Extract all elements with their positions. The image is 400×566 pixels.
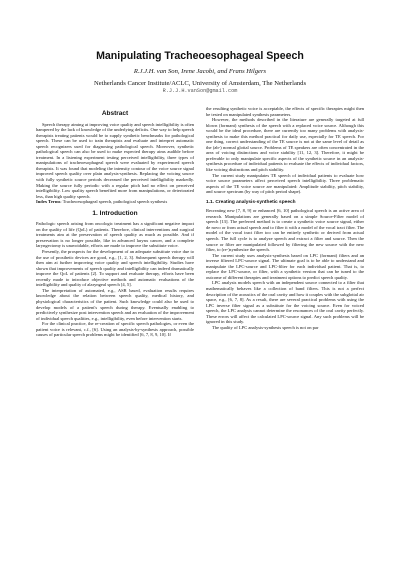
intro-paragraph: The interpretation of automated, e.g., ASR based, evaluation results requires knowledge about the relation between speech quality, medical history, and physiological characteristics of the patient. Such knowledge could also be used to develop models of a patient's speech during therapy. Eventually enabling to predictively synthesize post intervention speech and an evaluation of the improvement of individual speech qualities, e.g., intelligibility, even before intervention starts. — [36, 287, 194, 321]
paper-title: Manipulating Tracheoesophageal Speech — [96, 50, 304, 62]
subsection-paragraph: The quality of LPC analysis-synthesis speech is not on par — [212, 324, 319, 330]
body-paragraph: The current study manipulates TE speech of individual patients to evaluate how voice source parameters affect perceived speech intelligibility. Three problematic aspects of the TE voice source are manipulated: Amplitude stability, pitch stability, and source spectrum (by way of pitch period shape). — [206, 172, 364, 195]
subsection-paragraph: LPC analysis models speech with an independent source connected to a filter that mathematically behaves like a collection of band filters. This is not a perfect description of the acoustics of the oral cavity and how it couples with the subglottal air space, e.g., [6, 7, 8]. As a result, there are several practical problems with using the LPC inverse filter signal as a substitute for the voicing source. Even for voiced speech, the LPC analysis cannot determine the resonances of the oral cavity perfectly. These errors will affect the calculated LPC-source signal. Any such problems will be ignored in this study. — [206, 280, 364, 325]
section-heading-introduction: 1. Introduction — [92, 209, 138, 217]
intro-paragraph: Presently, the prospects for the development of an adequate substitute voice due to the use of prosthetic devices are good, e.g., [1, 2, 3]. Subsequent speech therapy will then aim at further improving voice quality and speech intelligibility. Studies have shown that improvements of speech quality and intelligibility can indeed dramatically improve the QoL of patients [2]. To support and evaluate therapy, efforts have been recently made to introduce objective methods and automatic evaluations of the intelligibility and quality of alaryngeal speech [4, 5]. — [36, 249, 194, 288]
two-column-body — [36, 106, 364, 338]
intro-paragraph: Pathologic speech arising from oncologic treatment has a significant negative impact on the quality of life (QoL) of patients. Therefore, clinical interventions and surgical treatments aim at the preservation of speech quality as much as possible. And if preservation is no longer possible, like in advanced larynx cancer, and a complete laryngectomy is unavoidable, efforts are made to improve the substitute voice. — [36, 221, 194, 249]
paper-affiliation: Netherlands Cancer Institute/ACLC, University of Amsterdam, The Netherlands — [93, 80, 307, 87]
intro-paragraph: For the clinical practice, the re-creation of specific speech pathologies, or even the patient voice is relevant, c.f., [6]. Using an analysis-by-synthesis approach, possible causes of particular speech problems might be identified [6, 7, 8, 9, 10]. If — [36, 321, 194, 338]
right-column — [206, 106, 364, 338]
paper-authors: R.J.J.H. van Son, Irene Jacobi, and Frans Hilgers — [133, 68, 267, 75]
paper-email: R.J.J.H.vanSon@gmail.com — [162, 88, 238, 94]
subsection-paragraph: The current study uses analysis-synthesis based on LPC (formant) filters and an inverse filtered LPC-source signal. The ultimate goal is to be able to understand and manipulate the LPC-source and LPC-filter for each individual patient. That is, to replace the LPC-source, or filter, with a synthetic version that can be tuned to the outcome of different therapies and treatment options to predict speech quality. — [206, 252, 364, 280]
index-terms-label: Index Terms — [36, 199, 61, 205]
index-terms — [36, 199, 194, 205]
index-terms-text: : Tracheoesophageal speech, pathological speech synthesis — [60, 199, 168, 205]
abstract-text: Speech therapy aiming at improving voice quality and speech intelligibility is often hampered by the lack of knowledge of the underlying deficits. One way to help speech therapists treating patients would be to supply synthetic benchmarks for pathological speech. These can be used to train therapists and evaluate and interpret automatic speech recognizers used for diagnosing pathological speech. Moreover, synthetic pathological speech can also be used to make expected therapy aims audible before treatment. In a listening experiment testing perceived intelligibility, three types of manipulations of tracheoesophageal speech were evaluated by experienced speech therapists. It was found that modeling the intensity contour of the voice source signal improved speech quality over plain analysis-synthesis. Replacing the voicing source with fully synthetic source periods decreased the perceived intelligibility markedly. Making the source fully periodic with a regular pitch had no effect on perceived intelligibility. Low quality speech benefited more from manipulations, or deteriorated less, than high quality speech. — [36, 121, 194, 199]
abstract-heading: Abstract — [101, 110, 129, 117]
body-paragraph: the resulting synthetic voice is acceptable, the effects of specific therapies might then be tested on manipulated synthesis parameters. — [206, 106, 364, 117]
subsection-heading: 1.1. Creating analysis-synthetic speech — [206, 199, 296, 205]
body-paragraph: However, the methods described in the literature are generally targeted at full blown (formant) synthesis of the speech with a replaced voice source. Although this would be the ideal procedure, there are currently too many problems with analysis-synthesis to make this method practical for daily use, especially for TE speech. For one thing, correct understanding of the TE source is not at the same level of detail as the (ab-) normal glottal source. Problems of TE speakers are often concentrated in the area of voicing distinctions and voice stability [11, 12, 3]. Therefore, it might be preferable to only manipulate specific aspects of the synthetic source in an analysis-synthesis procedure of individual patients to evaluate the effects of individual factors, like voicing distinctions and pitch stability. — [206, 117, 364, 173]
subsection-paragraph: Recreating new [7, 8, 9] or enhanced [6, 10] pathological speech is an active area of research. Manipulations are generally based on a simple Source-Filter model of speech [13]. The preferred method is to create a synthetic voice source signal, either de novo or from actual speech and to filter it with a model of the vocal tract filter. The model of the vocal tract filter too can be entirely synthetic or derived from actual speech. The full cycle is to analyze speech and extract a filter and source. Then the source or filter are manipulated followed by filtering the new source with the new filter, to (re-)synthesize the speech. — [206, 208, 364, 253]
left-column — [36, 106, 194, 338]
